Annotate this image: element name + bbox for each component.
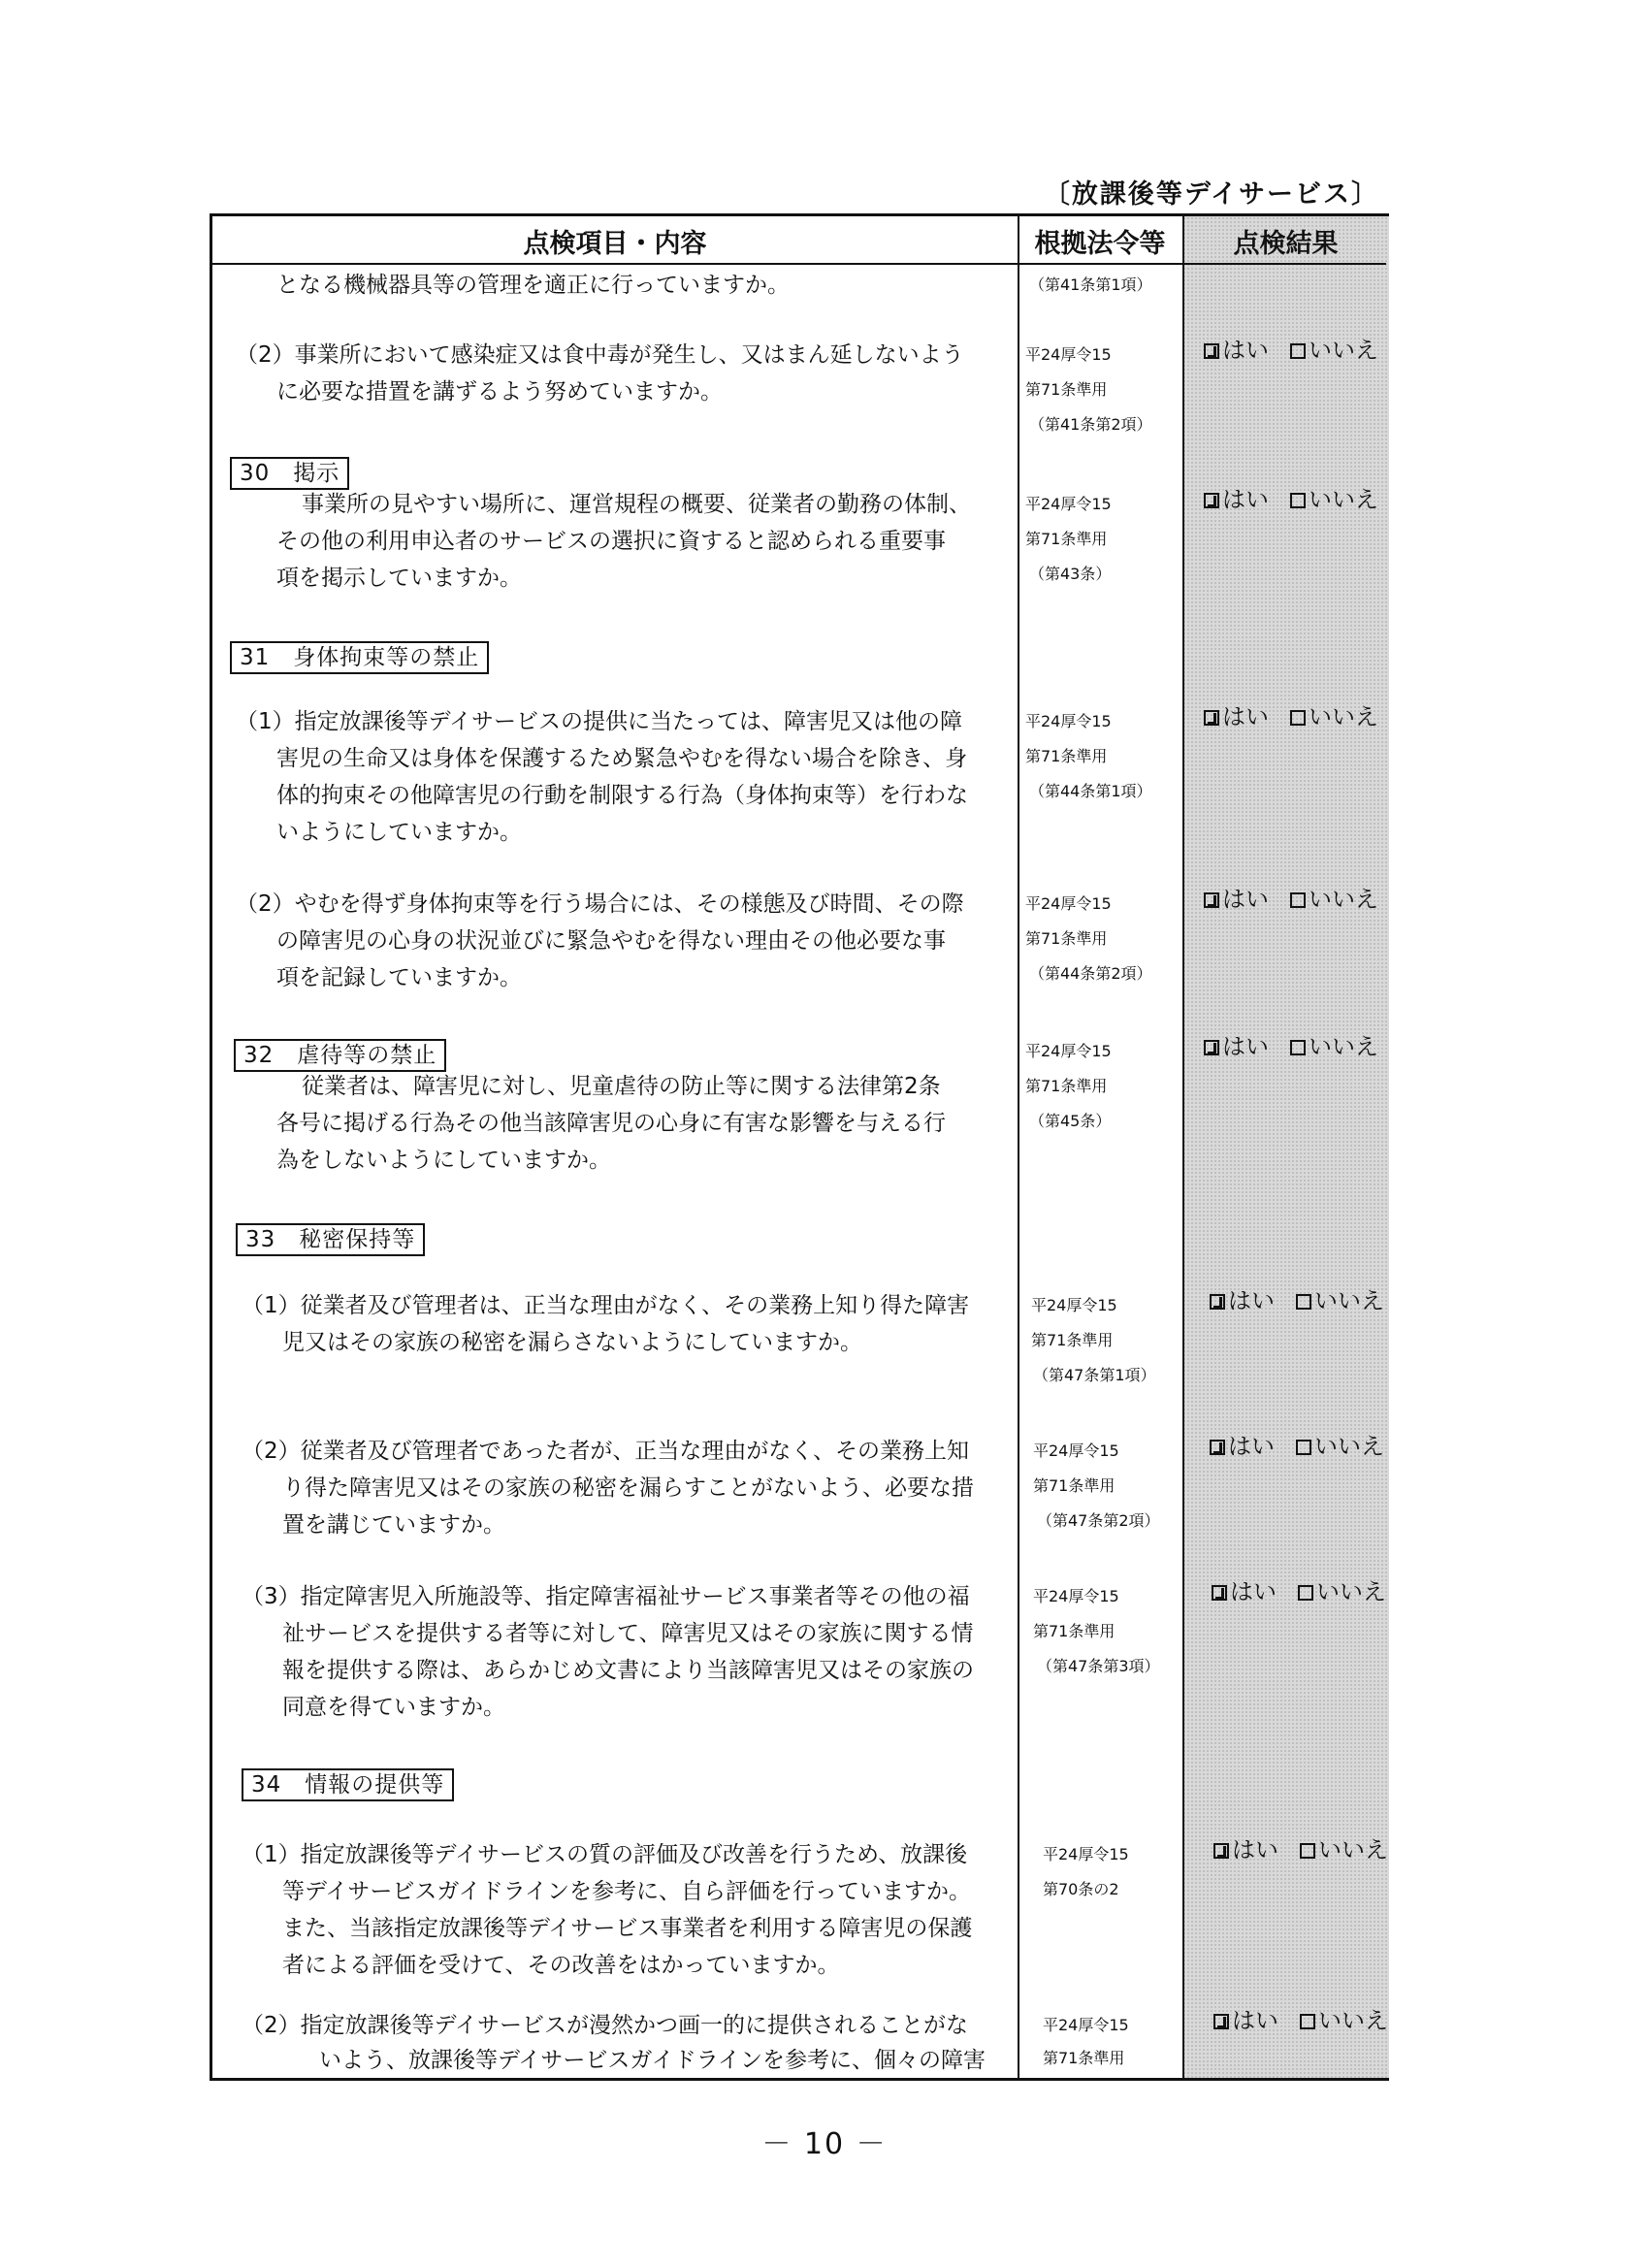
answer-group [1204, 484, 1378, 515]
item-text: （1）従業者及び管理者は、正当な理由がなく、その業務上知り得た障害 [242, 1293, 970, 1318]
item-text: 等デイサービスガイドラインを参考に、自ら評価を行っていますか。 [282, 1879, 972, 1904]
section-title: 32 虐待等の禁止 [234, 1039, 446, 1072]
legal-ref: （第47条第1項） [1033, 1366, 1156, 1384]
checkbox-icon[interactable] [1290, 710, 1306, 726]
item-text: 従業者は、障害児に対し、児童虐待の防止等に関する法律第2条 [302, 1074, 941, 1099]
answer-group [1204, 701, 1378, 732]
answer-no[interactable]: いいえ [1300, 2007, 1388, 2034]
legal-ref: 平24厚令15 [1033, 1442, 1119, 1460]
legal-ref: （第41条第2項） [1029, 415, 1152, 434]
item-text: （1）指定放課後等デイサービスの提供に当たっては、障害児又は他の障 [236, 709, 963, 734]
legal-ref: （第41条第1項） [1029, 275, 1152, 294]
item-text: 置を講じていますか。 [282, 1512, 505, 1538]
answer-no[interactable]: いいえ [1290, 486, 1378, 513]
checkbox-icon[interactable] [1296, 1294, 1311, 1310]
item-text: （2）従業者及び管理者であった者が、正当な理由がなく、その業務上知 [242, 1439, 969, 1464]
legal-ref: 平24厚令15 [1043, 1845, 1129, 1863]
section-title: 31 身体拘束等の禁止 [230, 641, 489, 674]
answer-yes[interactable]: はい [1204, 886, 1269, 913]
legal-ref: （第44条第1項） [1029, 782, 1152, 800]
legal-ref: （第43条） [1029, 565, 1112, 583]
legal-ref: 第71条準用 [1033, 1476, 1116, 1495]
legal-ref: 第71条準用 [1025, 530, 1108, 548]
legal-ref: （第47条第3項） [1037, 1657, 1160, 1675]
checkbox-icon[interactable] [1298, 1585, 1313, 1601]
answer-group [1204, 335, 1378, 366]
section-title: 33 秘密保持等 [236, 1223, 425, 1256]
legal-ref: 第71条準用 [1025, 747, 1108, 765]
answer-no[interactable]: いいえ [1296, 1433, 1384, 1460]
answer-yes[interactable]: はい [1204, 486, 1269, 513]
legal-ref: 第71条準用 [1025, 929, 1108, 948]
checkbox-icon[interactable] [1290, 343, 1306, 359]
legal-ref: 第71条準用 [1025, 380, 1108, 399]
legal-ref: 第71条準用 [1043, 2049, 1125, 2067]
item-text: 者による評価を受けて、その改善をはかっていますか。 [282, 1953, 840, 1978]
checkbox-icon[interactable] [1300, 1843, 1315, 1859]
item-text: 各号に掲げる行為その他当該障害児の心身に有害な影響を与える行 [276, 1111, 946, 1136]
item-text: （3）指定障害児入所施設等、指定障害福祉サービス事業者等その他の福 [242, 1584, 970, 1609]
answer-yes[interactable]: はい [1213, 1836, 1278, 1863]
inspection-table [210, 213, 1389, 2081]
legal-ref: （第47条第2項） [1037, 1511, 1160, 1530]
answer-group [1212, 1576, 1386, 1607]
answer-yes[interactable]: はい [1204, 703, 1269, 730]
item-text: 為をしないようにしていますか。 [276, 1148, 611, 1173]
checkbox-icon[interactable] [1300, 2014, 1315, 2029]
legal-ref: 平24厚令15 [1031, 1296, 1117, 1314]
checkbox-icon[interactable] [1296, 1440, 1311, 1455]
answer-group [1210, 1431, 1384, 1462]
legal-ref: 平24厚令15 [1025, 345, 1112, 364]
item-text: いようにしていますか。 [276, 820, 522, 845]
answer-no[interactable]: いいえ [1300, 1836, 1388, 1863]
legal-ref: 第70条の2 [1043, 1880, 1119, 1898]
item-text: 報を提供する際は、あらかじめ文書により当該障害児又はその家族の [282, 1658, 974, 1683]
item-text: 項を記録していますか。 [276, 965, 522, 990]
answer-group [1204, 1031, 1378, 1062]
item-text: の障害児の心身の状況並びに緊急やむを得ない理由その他必要な事 [276, 928, 946, 954]
answer-yes[interactable]: はい [1212, 1578, 1277, 1605]
legal-ref: 平24厚令15 [1025, 1042, 1112, 1060]
answer-no[interactable]: いいえ [1290, 337, 1378, 364]
legal-ref: 平24厚令15 [1025, 495, 1112, 513]
answer-yes[interactable]: はい [1204, 337, 1269, 364]
item-text: 事業所の見やすい場所に、運営規程の概要、従業者の勤務の体制、 [302, 492, 971, 517]
checkbox-checked-icon[interactable] [1213, 2014, 1229, 2029]
item-text: いよう、放課後等デイサービスガイドラインを参考に、個々の障害 [319, 2048, 986, 2073]
checkbox-checked-icon[interactable] [1204, 1040, 1219, 1055]
checkbox-checked-icon[interactable] [1204, 343, 1219, 359]
answer-no[interactable]: いいえ [1290, 1033, 1378, 1060]
item-text: （2）やむを得ず身体拘束等を行う場合には、その様態及び時間、その際 [236, 891, 964, 917]
legal-ref: 第71条準用 [1033, 1622, 1116, 1640]
item-text: に必要な措置を講ずるよう努めていますか。 [276, 379, 723, 405]
legal-ref: 平24厚令15 [1025, 712, 1112, 730]
header-items: 点検項目・内容 [523, 229, 707, 259]
item-text: となる機械器具等の管理を適正に行っていますか。 [276, 273, 790, 298]
answer-no[interactable]: いいえ [1296, 1287, 1384, 1314]
item-text: 児又はその家族の秘密を漏らさないようにしていますか。 [282, 1330, 862, 1355]
header-result: 点検結果 [1233, 229, 1339, 259]
answer-group [1210, 1285, 1384, 1316]
answer-no[interactable]: いいえ [1290, 886, 1378, 913]
page-number: － 10 － [761, 2127, 888, 2161]
checkbox-checked-icon[interactable] [1204, 493, 1219, 508]
item-text: その他の利用申込者のサービスの選択に資すると認められる重要事 [276, 529, 946, 554]
answer-no[interactable]: いいえ [1290, 703, 1378, 730]
item-text: 祉サービスを提供する者等に対して、障害児又はその家族に関する情 [282, 1621, 974, 1646]
answer-group [1213, 2005, 1388, 2036]
checkbox-checked-icon[interactable] [1204, 710, 1219, 726]
checkbox-icon[interactable] [1290, 493, 1306, 508]
item-text: （2）指定放課後等デイサービスが漫然かつ画一的に提供されることがな [242, 2013, 969, 2038]
service-label: 〔放課後等デイサービス〕 [1043, 179, 1379, 210]
checkbox-checked-icon[interactable] [1204, 892, 1219, 908]
legal-ref: 第71条準用 [1025, 1077, 1108, 1095]
legal-ref: 平24厚令15 [1033, 1587, 1119, 1605]
legal-ref: 第71条準用 [1031, 1331, 1114, 1349]
checkbox-checked-icon[interactable] [1213, 1843, 1229, 1859]
column-divider [1182, 216, 1184, 2078]
answer-group [1213, 1834, 1388, 1865]
item-text: 同意を得ていますか。 [282, 1695, 505, 1720]
item-text: 害児の生命又は身体を保護するため緊急やむを得ない場合を除き、身 [276, 746, 968, 771]
checkbox-checked-icon[interactable] [1210, 1294, 1225, 1310]
item-text: （2）事業所において感染症又は食中毒が発生し、又はまん延しないよう [236, 342, 964, 368]
answer-yes[interactable]: はい [1204, 1033, 1269, 1060]
column-divider [1018, 216, 1019, 2078]
section-title: 34 情報の提供等 [242, 1768, 454, 1801]
item-text: （1）指定放課後等デイサービスの質の評価及び改善を行うため、放課後 [242, 1842, 968, 1867]
legal-ref: （第44条第2項） [1029, 964, 1152, 983]
answer-yes[interactable]: はい [1213, 2007, 1278, 2034]
item-text: 体的拘束その他障害児の行動を制限する行為（身体拘束等）を行わな [276, 783, 968, 808]
section-title: 30 掲示 [230, 457, 349, 490]
item-text: また、当該指定放課後等デイサービス事業者を利用する障害児の保護 [282, 1916, 973, 1941]
answer-group [1204, 884, 1378, 915]
checkbox-checked-icon[interactable] [1212, 1585, 1227, 1601]
answer-yes[interactable]: はい [1210, 1433, 1275, 1460]
legal-ref: 平24厚令15 [1025, 894, 1112, 913]
item-text: 項を掲示していますか。 [276, 566, 522, 591]
answer-yes[interactable]: はい [1210, 1287, 1275, 1314]
checkbox-checked-icon[interactable] [1210, 1440, 1225, 1455]
header-legal-basis: 根拠法令等 [1034, 229, 1166, 259]
answer-no[interactable]: いいえ [1298, 1578, 1386, 1605]
legal-ref: 平24厚令15 [1043, 2016, 1129, 2034]
checkbox-icon[interactable] [1290, 1040, 1306, 1055]
item-text: り得た障害児又はその家族の秘密を漏らすことがないよう、必要な措 [282, 1475, 974, 1501]
legal-ref: （第45条） [1029, 1112, 1112, 1130]
header-divider [212, 263, 1386, 265]
checkbox-icon[interactable] [1290, 892, 1306, 908]
